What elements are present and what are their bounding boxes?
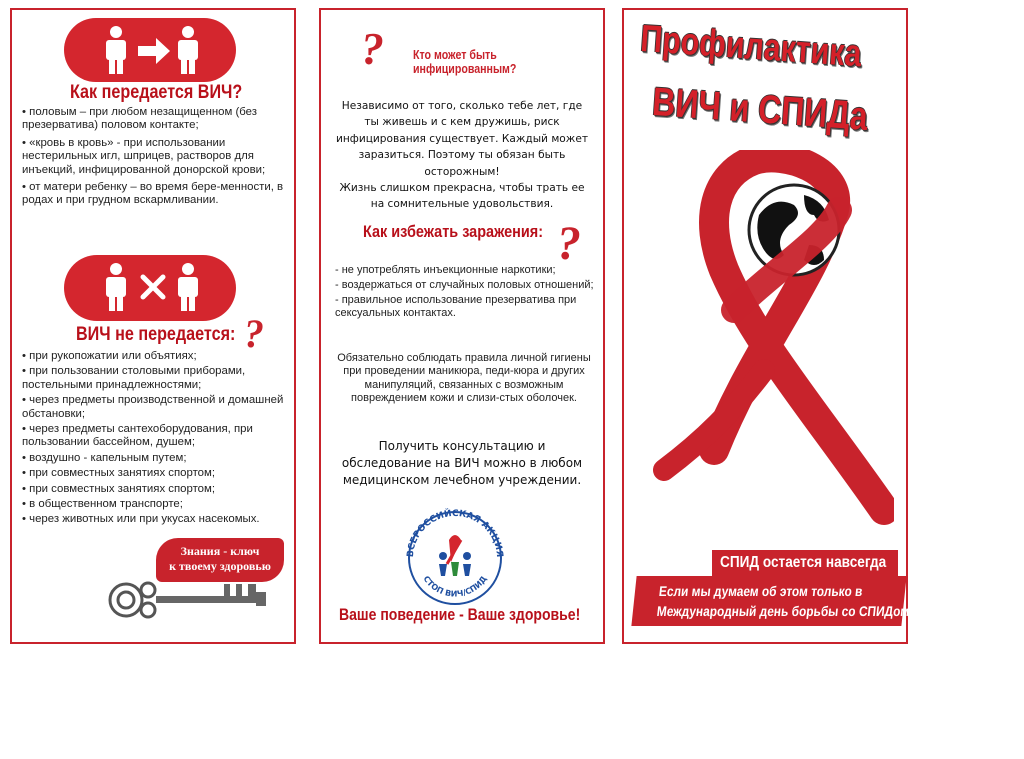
- question-mark-icon: ?: [244, 311, 264, 356]
- list-item: • через предметы производственной и домашней обстановки;: [22, 394, 284, 420]
- who-title-line: инфицированным?: [413, 62, 517, 76]
- panel-who-can-be-infected: [319, 8, 605, 644]
- text-line: медицинском лечебном учреждении.: [342, 473, 582, 487]
- cover-title-line1: Профилактика: [639, 18, 863, 76]
- people-cross-icon: [98, 261, 208, 315]
- transmitted-title: Как передается ВИЧ?: [70, 82, 243, 103]
- list-item: • половым – при любом незащищенном (без презерватива) половом контакте;: [22, 106, 257, 132]
- avoid-list: [335, 264, 597, 322]
- stop-hiv-logo: [399, 506, 511, 606]
- transmission-pill: [64, 18, 236, 82]
- not-transmitted-title: ВИЧ не передается:: [76, 324, 236, 345]
- list-item: • от матери ребенку – во время бере-менности, в родах и при грудном вскармливании.: [22, 181, 284, 207]
- key-icon: [104, 570, 274, 626]
- text-line: заразиться. Поэтому ты обязан быть: [358, 149, 566, 162]
- no-transmission-pill: [64, 255, 236, 321]
- list-item: - правильное использование презерватива при сексуальных контактах.: [335, 294, 577, 319]
- list-item: • через предметы сантехоборудования, при пользовании бассейном, душем;: [22, 423, 253, 449]
- who-text: [321, 98, 603, 213]
- avoid-title: Как избежать заражения:: [363, 222, 544, 241]
- list-item: • при совместных занятиях спортом;: [22, 482, 216, 495]
- consult-text: [321, 438, 603, 489]
- cover-title-line2: ВИЧ и СПИДа: [650, 80, 870, 139]
- list-item: • через животных или при укусах насекомых.: [22, 513, 260, 526]
- banner-main-text: СПИД остается навсегда: [720, 554, 887, 571]
- logo-text-top: ВСЕРОССИЙСКАЯ АКЦИЯ: [405, 508, 505, 558]
- text-line: осторожным!: [424, 165, 500, 178]
- banner-sub: [631, 576, 911, 626]
- banner-main: [712, 550, 898, 576]
- list-item: - не употреблять инъекционные наркотики;: [335, 264, 556, 276]
- transmitted-list: [22, 106, 290, 212]
- list-item: • воздушно - капельным путем;: [22, 451, 187, 464]
- text-line: Независимо от того, сколько тебе лет, где: [341, 100, 583, 112]
- key-badge-line: к твоему здоровью: [169, 559, 271, 573]
- banner-sub-line: Международный день борьбы со СПИДом: [656, 603, 911, 619]
- text-line: ты живешь и с кем дружишь, риск: [364, 116, 560, 129]
- footer-slogan: Ваше поведение - Ваше здоровье!: [339, 606, 581, 624]
- hygiene-text: Обязательно соблюдать правила личной гигиены при проведении маникюра, педи-кюра и других манипуляций, связанных с возможным повреждением кожи и слизи-стых оболочек.: [337, 352, 591, 405]
- panel-how-transmitted: [10, 8, 296, 644]
- list-item: • «кровь в кровь» - при использовании нестерильных игл, шприцев, растворов для инъекций, инфицированной донорской крови;: [22, 136, 266, 176]
- text-line: инфицирования существует. Каждый может: [335, 132, 589, 145]
- question-mark-icon: ?: [557, 217, 581, 270]
- panel-cover: [622, 8, 911, 644]
- text-line: Получить консультацию и: [378, 439, 546, 453]
- text-line: Жизнь слишком прекрасна, чтобы трать ее: [339, 182, 585, 195]
- people-arrow-icon: [98, 24, 208, 78]
- list-item: - воздержаться от случайных половых отношений;: [335, 279, 594, 291]
- not-transmitted-list: [22, 350, 294, 529]
- list-item: • при совместных занятиях спортом;: [22, 467, 216, 480]
- text-line: на сомнительные удовольствия.: [370, 198, 554, 211]
- list-item: • при рукопожатии или объятиях;: [22, 350, 197, 362]
- list-item: • в общественном транспорте;: [22, 498, 183, 511]
- key-badge-line: Знания - ключ: [180, 544, 260, 558]
- list-item: • при пользовании столовыми приборами, постельными принадлежностями;: [22, 365, 246, 391]
- banner-sub-line: Если мы думаем об этом только в: [658, 583, 864, 599]
- text-line: обследование на ВИЧ можно в любом: [341, 456, 583, 470]
- question-mark-icon: ?: [361, 23, 384, 74]
- logo-text-bottom: СТОП ВИЧ/СПИД: [421, 574, 489, 599]
- who-title: [413, 48, 516, 76]
- red-ribbon-globe-icon: [644, 150, 894, 530]
- who-title-line: Кто может быть: [413, 48, 497, 62]
